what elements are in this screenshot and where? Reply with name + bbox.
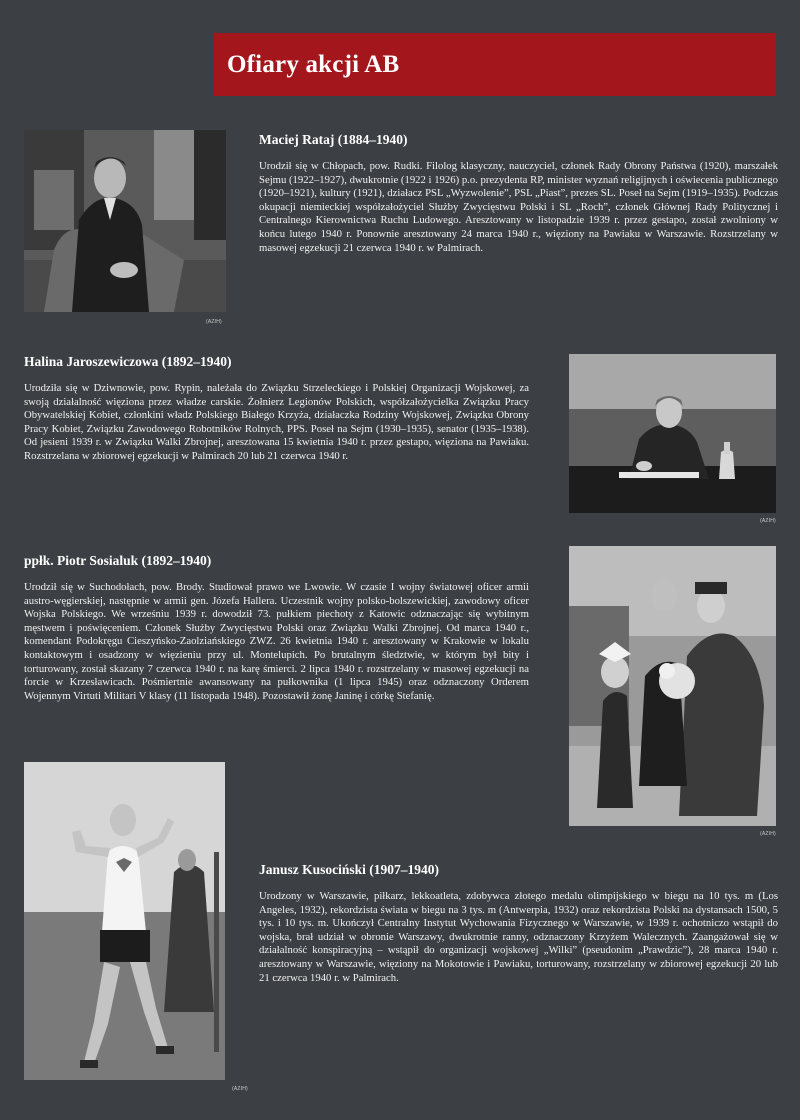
photo-janusz-kusocinski bbox=[24, 762, 225, 1080]
photo-maciej-rataj bbox=[24, 130, 226, 312]
photo-credit: (AZIH) bbox=[232, 1086, 248, 1092]
photo-credit: (AZIH) bbox=[760, 518, 776, 524]
page-title: Ofiary akcji AB bbox=[227, 50, 400, 78]
bio-piotr-sosialuk bbox=[24, 553, 529, 703]
bio-name: Maciej Rataj (1884–1940) bbox=[259, 132, 408, 147]
bio-text: Urodził się w Suchodołach, pow. Brody. Studiował prawo we Lwowie. W czasie I wojny światowej oficer armii austro-węgierskiej, następnie w armii gen. Józefa Hallera. Uczestnik wojny polsko-bolszewickiej, zawodowy oficer Wojska Polskiego. We wrześniu 1939 r. dowodził 73. pułkiem piechoty z Katowic odznaczając się wybitnym męstwem i poświęceniem. Członek Służby Zwycięstwu Polski oraz Związku Walki Zbrojnej. Od marca 1940 r., komendant Podokręgu Cieszyńsko-Zaolziańskiego ZWZ. 26 kwietnia 1940 r. aresztowany w Krakowie w lokalu kontaktowym i osadzony w więzieniu przy ul. Montelupich. Po brutalnym śledztwie, w którym był bity i torturowany, został skazany 7 czerwca 1940 r. na karę śmierci. 2 lipca 1940 r. rozstrzelany w masowej egzekucji na forcie w Krzesławicach. Pośmiertnie awansowany na pułkownika (1 lipca 1945) oraz odznaczony Orderem Wojennym Virtuti Militari V klasy (11 listopada 1948). Pozostawił żonę Janinę i córkę Stefanię. bbox=[24, 581, 529, 702]
photo-piotr-sosialuk bbox=[569, 546, 776, 826]
bio-text: Urodziła się w Dziwnowie, pow. Rypin, należała do Związku Strzeleckiego i Polskiej Organizacji Wojskowej, za swoją działalność więziona przez władze carskie. Żołnierz Legionów Polskich, współzałożycielka Związku Pracy Obywatelskiej Kobiet, członkini władz Polskiego Białego Krzyża, działaczka Rodziny Wojskowej, Związku Obrony Pracy Kobiet, Związku Zawodowego Robotników Rolnych, PPS. Poseł na Sejm (1930–1935), senator (1935–1938). Od jesieni 1939 r. w Związku Walki Zbrojnej, aresztowana 15 kwietnia 1940 r. przez gestapo, więziona na Pawiaku. Rozstrzelana w zbiorowej egzekucji w Palmirach 20 lub 21 czerwca 1940 r. bbox=[24, 382, 529, 462]
bio-text: Urodzony w Warszawie, piłkarz, lekkoatleta, zdobywca złotego medalu olimpijskiego w biegu na 10 tys. m (Los Angeles, 1932), rekordzista świata w biegu na 3 tys. m (Antwerpia, 1932) oraz rekordzista Polski na dystansach 1500, 5 tys. i 10 tys. m. Ukończył Centralny Instytut Wychowania Fizycznego w Warszawie, w 1939 r. ochotniczo wstąpił do wojska, brał udział w obronie Warszawy, dwukrotnie ranny, odznaczony Krzyżem Walecznych. Zaangażował się w działalność konspiracyjną – wstąpił do organizacji wojskowej „Wilki” (pseudonim „Prawdzic”), 28 marca 1940 r. aresztowany w Warszawie, więziony na Mokotowie i Pawiaku, torturowany, rozstrzelany w zbiorowej egzekucji 20 lub 21 czerwca 1940 r. w Palmirach. bbox=[259, 890, 778, 984]
title-banner bbox=[214, 33, 776, 96]
bio-halina-jaroszewiczowa bbox=[24, 354, 529, 464]
bio-text: Urodził się w Chłopach, pow. Rudki. Filolog klasyczny, nauczyciel, członek Rady Obrony Państwa (1920), marszałek Sejmu (1922–1927), dwukrotnie (1922 i 1926) p.o. prezydenta RP, minister wyznań religijnych i oświecenia publicznego (1920–1921), kultury (1921), działacz PSL „Wyzwolenie”, PSL „Piast”, prezes SL. Poseł na Sejm (1919–1935). Podczas okupacji niemieckiej współzałożyciel Służby Zwycięstwu Polski i SL „Roch”, członek Głównej Rady Politycznej i Centralnego Kierownictwa Ruchu Ludowego. Aresztowany w listopadzie 1939 r. przez gestapo, został zwolniony w końcu lutego 1940 r. Ponownie aresztowany 24 marca 1940 r., więziony na Pawiaku w Warszawie. Rozstrzelany w masowej egzekucji 21 czerwca 1940 r. w Palmirach. bbox=[259, 160, 778, 254]
photo-credit: (AZIH) bbox=[206, 319, 222, 325]
bio-maciej-rataj bbox=[259, 132, 778, 255]
photo-credit: (AZIH) bbox=[760, 831, 776, 837]
bio-name: Halina Jaroszewiczowa (1892–1940) bbox=[24, 354, 232, 369]
bio-name: Janusz Kusociński (1907–1940) bbox=[259, 862, 440, 877]
photo-halina-jaroszewiczowa bbox=[569, 354, 776, 513]
bio-janusz-kusocinski bbox=[259, 862, 778, 985]
bio-name: ppłk. Piotr Sosialuk (1892–1940) bbox=[24, 553, 212, 568]
